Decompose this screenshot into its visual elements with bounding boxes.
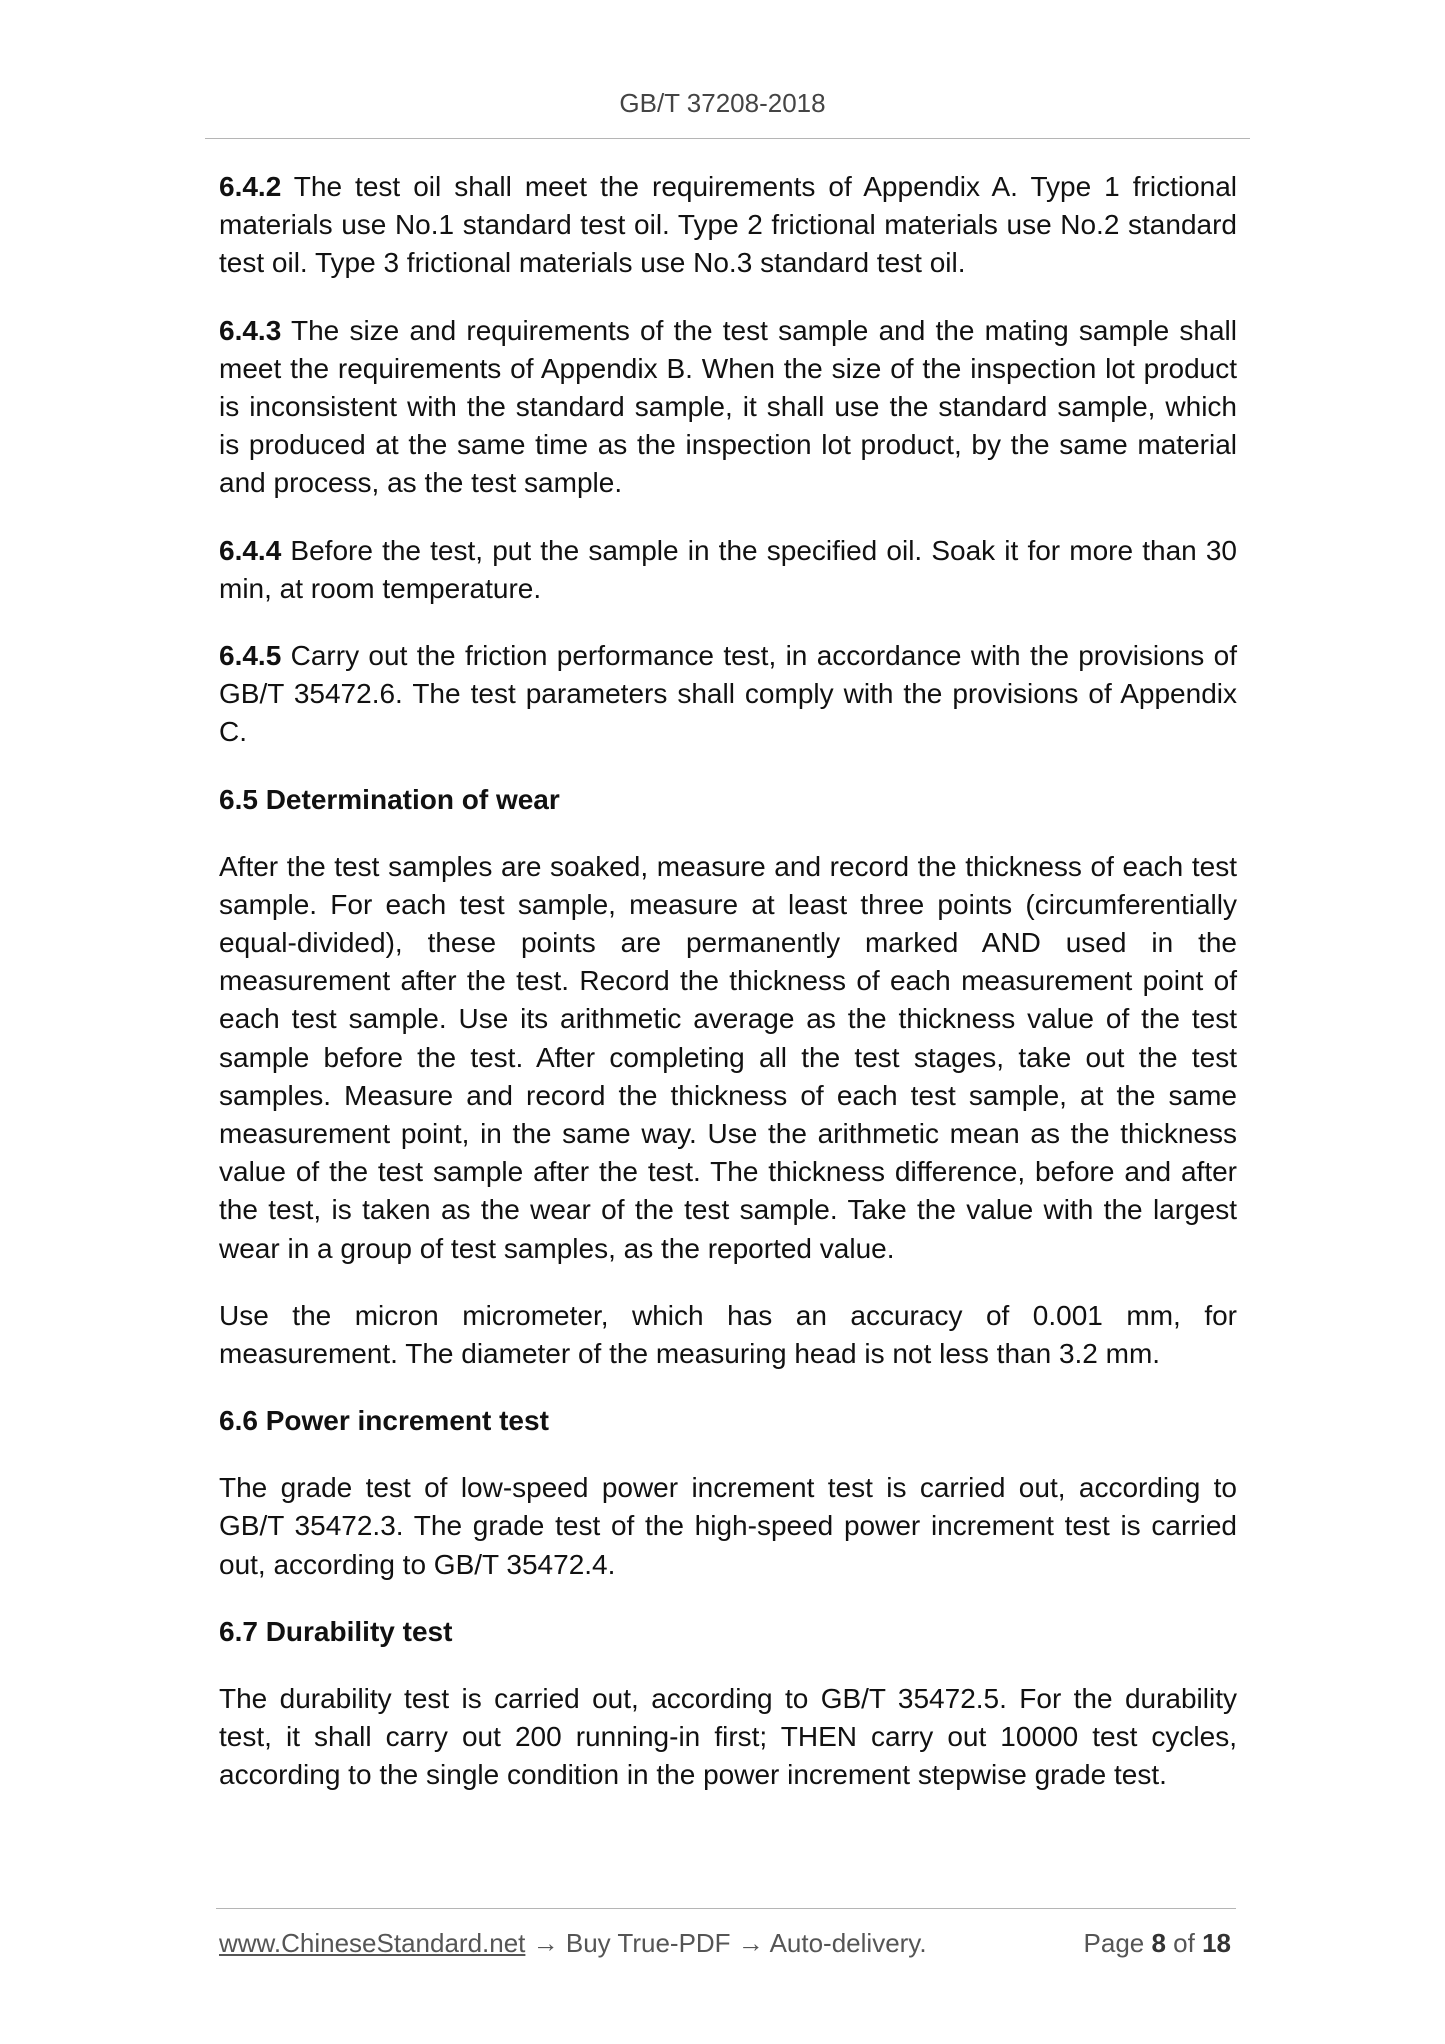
section-heading-6-5: 6.5 Determination of wear <box>219 783 560 815</box>
clause-6-4-3 <box>219 312 1237 503</box>
website-link[interactable]: www.ChineseStandard.net <box>219 1928 526 1958</box>
clause-number: 6.4.5 <box>219 640 282 672</box>
footer-tagline: → Buy True-PDF → Auto-delivery. <box>525 1928 927 1958</box>
clause-text: Carry out the friction performance test, in accordance with the provisions of GB/T 35472.6. The test parameters shall comply with the provisions of Appendix C. <box>219 640 1237 748</box>
clause-number: 6.4.4 <box>219 534 282 566</box>
clause-6-4-4 <box>219 532 1237 608</box>
section-6-5-paragraph-1: After the test samples are soaked, measure and record the thickness of each test sample. For each test sample, measure at least three points (circumferentially equal-divided), these points are permanently marked AND used in the measurement after the test. Record the thickness of each measurement point of each test sample. Use its arithmetic average as the thickness value of the test sample before the test. After completing all the test stages, take out the test samples. Measure and record the thickness of each test sample, at the same measurement point, in the same way. Use the arithmetic mean as the thickness value of the test sample after the test. The thickness difference, before and after the test, is taken as the wear of the test sample. Take the value with the largest wear in a group of test samples, as the reported value. <box>219 850 1237 1264</box>
document-header-id: GB/T 37208-2018 <box>619 88 826 118</box>
section-heading-6-7: 6.7 Durability test <box>219 1615 453 1647</box>
page-total: 18 <box>1202 1928 1231 1958</box>
of-label: of <box>1165 1928 1203 1958</box>
clause-number: 6.4.2 <box>219 171 282 202</box>
clause-text: Before the test, put the sample in the specified oil. Soak it for more than 30 min, at room temperature. <box>219 534 1237 604</box>
section-heading-6-6: 6.6 Power increment test <box>219 1405 549 1437</box>
clause-text: The size and requirements of the test sample and the mating sample shall meet the requirements of Appendix B. When the size of the inspection lot product is inconsistent with the standard sample, it shall use the standard sample, which is produced at the same time as the inspection lot product, by the same material and process, as the test sample. <box>219 314 1237 499</box>
section-6-7-paragraph: The durability test is carried out, according to GB/T 35472.5. For the durability test, it shall carry out 200 running-in first; THEN carry out 10000 test cycles, according to the single condition in the power increment stepwise grade test. <box>219 1682 1237 1791</box>
clause-6-4-5 <box>219 637 1237 752</box>
header-divider <box>205 138 1250 139</box>
page-label: Page <box>1083 1928 1152 1958</box>
clause-text: The test oil shall meet the requirements of Appendix A. Type 1 frictional materials use No.1 standard test oil. Type 2 frictional materials use No.2 standard test oil. Type 3 frictional materials use No.3 standard test oil. <box>219 171 1237 279</box>
section-6-6-paragraph: The grade test of low-speed power increment test is carried out, according to GB/T 35472.3. The grade test of the high-speed power increment test is carried out, according to GB/T 35472.4. <box>219 1472 1237 1580</box>
page-number <box>1084 1928 1231 1959</box>
footer-promo <box>219 1928 927 1959</box>
clause-number: 6.4.3 <box>219 314 282 346</box>
footer-divider <box>216 1908 1236 1909</box>
clause-6-4-2 <box>219 168 1237 283</box>
page-current: 8 <box>1151 1928 1166 1958</box>
section-6-5-paragraph-2: Use the micron micrometer, which has an accuracy of 0.001 mm, for measurement. The diameter of the measuring head is not less than 3.2 mm. <box>219 1299 1237 1370</box>
document-body <box>219 168 1237 1824</box>
page-footer <box>219 1928 1231 1964</box>
